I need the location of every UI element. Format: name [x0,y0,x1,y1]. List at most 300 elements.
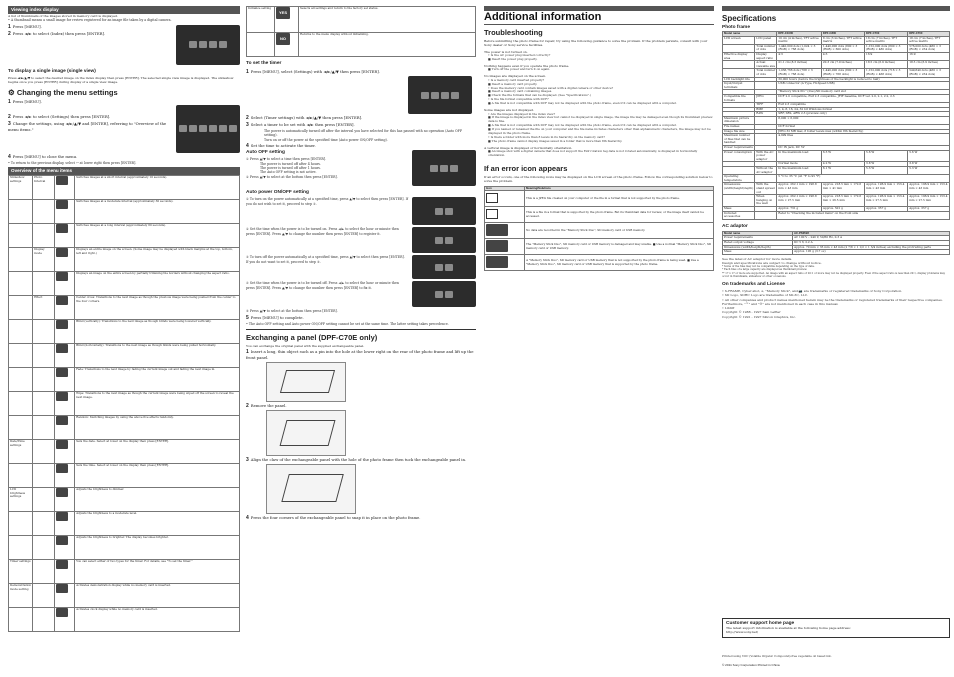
damaged-media-icon [486,240,508,252]
menu-option-icon [56,176,68,185]
spec-cell: Total number of dots [756,68,776,76]
overview-row [9,200,240,224]
panel-align-illustration [266,464,356,514]
overview-sub [33,368,55,392]
ts-question: Nothing happens even if you operate the photo frame. [484,64,570,69]
spec-cell: Image file size [723,129,755,134]
overview-desc: Adjusts the brightness to a moderate level. [75,512,240,536]
panel-remove-illustration [266,410,346,456]
overview-sub [33,608,55,632]
t-step-3a: The power is automatically turned off after the interval you have selected for this has passed with no operation (Auto OFF setting). [264,129,463,138]
menu-option-icon [56,584,68,593]
photo-frame-heading: Photo frame [722,25,750,30]
ac-adaptor-heading: AC adaptor [722,223,748,229]
spec-bar [722,6,950,11]
spec-cell: With the AC power adaptor [755,150,777,162]
overview-desc: Adjusts the brightness to dimmer. [75,488,240,512]
spec-cell: TIFF [755,103,777,108]
overview-group: Slideshow settings [9,176,33,200]
reset-label: Initialize setting [247,7,275,33]
overview-sub [33,392,55,416]
onoff-screen-4 [412,281,476,307]
spec-cell: Maximum picture dimension [723,116,755,124]
overview-desc: Sets the time. Select at lower on the display then press [ENTER]. [75,464,240,488]
spec-cell: Approx. 357 g [908,206,950,211]
overview-group: LCD brightness settings [9,488,33,512]
ts-question: A vertical image is displayed or horizontally orientation. [484,145,573,150]
overview-desc: Activates clock display while no memory card is inserted. [75,608,240,632]
overview-desc: Switches images at a short interval (approximately 10 seconds). [75,176,240,200]
menu-option-icon [56,560,68,569]
overview-row [9,608,240,632]
auto-onoff-line: ④ Set the time when the power is to be turned off. Press ◄/► to select the hour or minute then press [ENTER]. Press ▲/▼ to change the number then press [ENTER] to fix it. [246,281,399,290]
spec-cell: Approx. 196.9 mm × 153.4 mm × 27.5 mm [865,195,908,207]
spec-cell: Approx. 262.1 mm × 198.8 mm × 43 mm [777,183,822,195]
trademark-line: • All other companies and product names mentioned herein may be the trademarks or registered trademarks of their respective companies. Furthermore, "™" and "®" are not mentioned in each case in this manual. [722,297,943,306]
spec-cell: 18 cm (7 inches), TFT active matrix [865,36,908,44]
ac-table [722,231,950,255]
changing-menu-title: ⚙ Changing the menu settings [8,87,118,97]
unsupported-file-icon [486,193,498,203]
overview-row [9,344,240,368]
error-row: This is a JPEG file created on your computer or the file in a format that is not supported by the photo frame. [525,191,714,207]
spec-cell: 10 cm (4 inches), TFT active matrix [777,36,822,44]
spec-note: * Each files of a large capacity are displayed as thumbnail preview. [722,268,808,272]
support-box [722,618,950,638]
spec-cell: Actual viewable size [756,60,776,68]
trademark-line: Copyright © 1991 - 1997 Silicon Graphics, Inc. [722,314,797,319]
auto-off-heading: Auto OFF setting [246,150,285,156]
spec-row [723,150,950,162]
auto-onoff-line: ③ To turn off the power automatically at a specified time, press ▲/▼ to select then press [ENTER]. If you do not want to set it, proceed to step ⑤. [246,255,405,264]
spec-cell: File names [723,125,755,130]
auto-onoff-heading: Auto power ON/OFF setting [246,190,309,196]
ts-answer: ■ Turn off the power and turn it on again. [488,67,551,72]
error-heading: If an error icon appears [484,163,568,173]
spec-cell: Approx. 196.9 mm × 153.4 mm × 43 mm [865,183,908,195]
spec-cell: Display aspect ratio [755,52,777,60]
viewing-index-note: • A thumbnail means a small image for review registered for an image file taken by a digital camera. [8,18,172,23]
settings-icon: ⚙ [8,87,17,97]
vi-step-1: 1 Press [MENU]. [8,23,42,30]
auto-off-screen [412,150,476,186]
spec-cell [723,61,755,69]
onoff-screen-3 [412,255,476,279]
spec-cell: 4:3 [777,52,822,60]
spec-row [723,167,950,175]
spec-cell: Approx. 357 g [865,206,908,211]
ts-intro: Before submitting the photo frame for repair, try using the following guidance to solve the problem. If the problem persists, consult with your Sony dealer or Sony service facilities. [484,39,708,48]
trademark-line: • Libtiff [722,306,735,311]
overview-row [9,248,240,272]
spec-cell [755,116,777,124]
auto-off-line: The power is turned off after 1 hours. [260,166,321,171]
menu-option-icon [56,320,68,329]
unsupported-media-icon [486,256,508,268]
spec-header: DPF-C700 [908,32,950,37]
spec-cell: Approx. 218.5 mm × 172.6 mm × 41 mm [821,183,864,195]
spec-cell: 1,036,766 dots (768 × 3 (RGB) × 768 dots) [777,69,822,77]
spec-cell: RAW [755,112,777,117]
overview-group [9,224,33,248]
spec-cell: 4:3 [821,52,864,60]
error-row: The "Memory Stick Duo", SD memory card or USB memory is damaged and may unable. ■ Use a normal "Memory Stick Duo", SD memory card or USB memory. [525,239,714,255]
panel-lift-illustration [266,362,346,402]
overview-row [9,536,240,560]
overview-desc: Random: Switching images by using the above five effects randomly. [75,416,240,440]
ts-question: No images are displayed on the screen. [484,74,547,79]
overview-sub: Display mode [33,248,55,272]
auto-off-line: ① Press ▲/▼ to select a time then press [ENTER]. [246,157,327,162]
ts-answer: • Is the file format compatible with DCF? [488,97,549,102]
overview-row [9,272,240,296]
spec-cell: 20.3 cm (7.9 inches) [821,61,864,69]
overview-group: Demonstration mode setting [9,584,33,608]
cs-step-4: 4 Press [MENU] to close the menu. [8,153,78,160]
ts-question: Some images are not displayed. [484,108,535,113]
overview-sub [33,200,55,224]
ac-cell: Rated output voltage [723,240,793,245]
menu-option-icon [56,224,68,233]
spec-cell: BMP [755,107,777,112]
spec-cell: 5 °C to 35 °C (41 °F to 95 °F) [777,175,950,183]
spec-cell: 1, 4, 8, 16, 24, 32 bit Windows format [777,107,950,112]
t-note: • The Auto OFF setting and Auto power ON/OFF setting cannot be set at the same time. The latter setting takes precedence. [246,321,449,326]
overview-desc: Blind (horizontally): Transitions to the next image as though blinds were being pulled horizontally. [75,344,240,368]
ts-answer: ■ Insert the power plug properly. [488,57,538,62]
spec-cell: 4,999 files [777,134,950,146]
overview-bar: Overview of the menu items [8,167,240,175]
spec-cell: Approx. 262.1 mm × 198.8 mm × 27.5 mm [777,195,822,207]
overview-row [9,464,240,488]
spec-cell: In the maximum load [777,150,822,162]
overview-row [9,320,240,344]
spec-cell: Approx. 501 g [821,206,864,211]
overview-sub [33,584,55,608]
menu-option-icon [56,464,68,473]
overview-group [9,296,33,320]
overview-group [9,344,33,368]
menu-option-icon [56,344,68,353]
spec-header: DPF-C700 [865,32,908,37]
overview-sub [33,512,55,536]
spec-cell: 30,000 hours (before the brightness of the backlight is reduced to half) [777,77,950,82]
spec-cell: 21.1 cm (8.3 inches) [777,61,822,69]
ts-answer: • Is a memory card inserted properly? [488,77,545,82]
menu-option-icon [56,368,68,377]
overview-sub [33,560,55,584]
spec-cell: Power consumption [723,150,755,162]
menu-option-icon [56,392,68,401]
spec-cell: Approx. 196.9 mm × 153.4 mm × 43 mm [908,183,950,195]
overview-desc: Switches images at a moderate interval (approximately 30 seconds). [75,200,240,224]
error-row: No data are recorded in the "Memory Stick Duo", SD memory card or USB memory. [525,223,714,239]
overview-row [9,296,240,320]
spec-header: DPF-C800 [821,32,864,37]
menu-option-icon [56,416,68,425]
timer-heading: To set the timer [246,61,282,66]
spec-cell: 16:9 [908,52,950,60]
spec-cell: 18.5 cm (6.9 inches) [908,61,950,69]
overview-row [9,440,240,464]
overview-group: Timer settings [9,560,33,584]
spec-row [723,134,950,146]
ac-header: Model name [723,231,793,236]
exchange-title: Exchanging a panel (DPF-C70E only) [246,329,476,342]
menu-option-icon [56,536,68,545]
reset-yes-desc: Selects all settings and return to the factory set status. [299,7,476,33]
t-step-2: 2 Select (Timer settings) with ◄/►/▲/▼ then press [ENTER]. [246,115,363,121]
menu-option-icon [56,272,68,281]
e-step-1: 1 Insert a long, thin object such as a pin into the hole at the lower right on the rear of the photo frame and lift up the front panel. [246,349,474,361]
overview-desc: Fade: Transitions to the next image by fading the current image out and fading the next image in. [75,368,240,392]
no-icon: NO [276,33,290,45]
overview-sub: Effect [33,296,55,320]
ts-answer: ■ Check the file formats that can be displayed. (See "Specifications".) [488,93,591,98]
menu-option-icon [56,488,68,497]
ac-cell: Approx. 105 g (3.7 oz) [793,250,950,255]
e-step-4: 4 Press the four corners of the exchangeable panel to snap it in place on the photo frame. [246,514,421,521]
t-step-5: 5 Press [MENU] to complete. [246,314,304,321]
e-step-2: 2 Remove the panel. [246,402,287,409]
spec-note: * Some of the files may not be compatible depending on the type of data. [722,265,815,269]
spec-cell: 549,840 dots (480 × 3 (RGB) × 234 dots) [908,69,950,77]
column-2 [246,6,476,522]
support-url[interactable]: http://www.sony.net/ [726,630,759,635]
overview-row [9,488,240,512]
overview-group [9,200,33,224]
overview-sub [33,464,55,488]
overview-row [9,176,240,200]
ts-question: The power is not turned on. [484,49,528,54]
spec-cell: 1,152,000 dots (716 × 3 (RGB) × 468 dots) [865,69,908,77]
ts-answer: ■ Insert a memory card containing images. [488,89,553,94]
spec-cell: LCD panel [755,36,777,44]
spec-cell: 1,152,000 dots (800 × 3 (RGB) × 480 dots) [865,44,908,52]
spec-cell: 18 cm (7 inches), TFT active matrix [908,36,950,44]
overview-desc: Displays an entire image on the screen. (Some image may be displayed with black margins at the top, bottom, left and right.) [75,248,240,272]
overview-desc: Center cross: Transitions to the next image as though the previous image were being pushed from the center to the four corners. [75,296,240,320]
column-1 [8,6,240,632]
overview-group [9,272,33,296]
single-view-heading: To display a single image (single view) [8,68,96,74]
ts-answer: • Is the AC power plug inserted correctly? [488,53,551,58]
footer-copyright: © 2011 Sony Corporation Printed in China [722,663,780,667]
overview-sub [33,272,55,296]
spec-cell: LCD screen [723,36,755,44]
overview-group [9,368,33,392]
spec-cell: In the maximum load [777,167,822,175]
ts-answer: ■ If the image is displayed in the index view but cannot be displayed in single image, the image file may be damaged even though its thumbnail preview data is fine. [488,115,713,124]
overview-desc: Blind (vertically): Transitions to the next image as though blinds were being lowered vertically. [75,320,240,344]
overview-table [8,175,240,632]
spec-cell: DC IN jack, DC 5V [777,146,950,151]
cs-note: • To return to the previous display, select ↩ at lower right then press [ENTER]. [8,160,137,165]
menu-option-icon [56,512,68,521]
spec-cell: Included accessories [723,211,755,219]
overview-desc: Activates demonstration display while no memory card is inserted. [75,584,240,608]
overview-row [9,224,240,248]
menu-option-icon [56,248,68,257]
menu-option-icon [56,608,68,617]
overview-group [9,608,33,632]
spec-table [722,31,950,220]
overview-sub: Photo Interval [33,176,55,200]
ts-answer: ■ The photo frame cannot display images saved in a folder that is more than 8th hierarchy. [488,138,623,143]
ts-answer: ■ If you named or renamed the file on your computer and the file name includes characters other than alphanumeric characters, the image may not be displayed in the photo frame. [488,127,711,136]
spec-cell: Without the AC adaptor [755,167,777,175]
spec-cell: USB connector (A Type, Hi-Speed USB) [777,82,950,90]
spec-cell: 5.6 W [865,150,908,162]
spec-cell: 18.5 cm (6.9 inches) [865,61,908,69]
spec-cell: SRF, SR2, ARW 2.3 (preview only) [777,112,950,117]
auto-onoff-line: ① To turn on the power automatically at a specified time, press ▲/▼ to select then press [ENTER]. If you do not wish to set it, proceed to step ③. [246,197,409,206]
ts-answer: • Is there a folder with more than 8 levels in its hierarchy on the memory card? [488,134,605,139]
spec-cell: 6.1 W [821,167,864,175]
spec-cell: Power requirements [724,145,753,150]
overview-group [9,320,33,344]
footer-note: Printed using VOC (Volatile Organic Compound)-free vegetable oil based ink. [722,654,832,658]
specifications-title: Specifications [722,14,777,23]
overview-group [9,536,33,560]
broken-file-icon [486,209,498,219]
settings-screen-image [176,105,240,153]
spec-cell: Approx. 218.5 mm × 172.6 mm × 26.5 mm [821,195,864,207]
spec-cell: Refer to "Checking the included items" on the front side [777,211,950,219]
spec-cell: 3.8 W [908,162,950,167]
overview-desc: Displays an image on the entire screen by partially trimming the borders without changing the aspect ratio. [75,272,240,296]
spec-cell: 1,440,000 dots (800 × 3 (RGB) × 768 dots) [821,69,864,77]
t-step-3b: Turn on or off the power at the specified time (Auto power ON/OFF setting). [264,137,388,142]
spec-cell: 4.2 W [821,162,864,167]
cs-step-2: 2 Press ◄/► to select (Settings) then press [ENTER]. [8,113,111,120]
error-row: A "Memory Stick Duo", SD memory card or USB memory that is not supported by the photo frame is being used. ■ Use a "Memory Stick Duo", SD memory card or USB memory that is supported by the photo frame. [525,255,714,271]
spec-cell: 3.8 W [865,162,908,167]
menu-screen-image [176,25,240,65]
spec-cell: 5.6 W [908,150,950,162]
overview-group [9,512,33,536]
overview-group: Date/Time settings [9,440,33,464]
auto-onoff-line: ⑤ Press ▲/▼ to select at the bottom then press [ENTER]. [246,309,338,314]
spec-notes [722,257,950,279]
ac-cell: Mass [723,250,793,255]
additional-info-title: Additional information [484,11,602,23]
spec-row [723,211,950,219]
spec-cell: When hanging on the wall [755,195,777,207]
spec-cell [755,82,777,90]
menu-option-icon [56,440,68,449]
column-3 [484,6,714,271]
overview-group [9,464,33,488]
ac-header: AC-PS0522 [793,231,950,236]
overview-sub [33,488,55,512]
ac-row [723,245,950,250]
spec-cell: 16:9 [865,52,908,60]
support-title: Customer support home page [726,621,795,626]
cs-step-3: 3 Change the settings, using ◄/►/▲/▼ and [ENTER], referring to "Overview of the menu items." [8,120,167,132]
t-step-4: 4 Set the time to activate the timer. [246,143,316,150]
spec-cell: DCF 2.0 compatible, Exif 2.3 compatible, JFIF baseline, DCF ver. 2.0, 2.1, 2.2, 2.3 [777,94,950,102]
overview-sub [33,440,55,464]
spec-cell: 1,440,000 dots (1,024 × 3 (RGB) × 768 dots) [777,44,822,52]
overview-row [9,584,240,608]
spec-cell: Total number of dots [756,43,776,52]
spec-row [723,116,950,124]
spec-cell: Approx. 196.9 mm × 153.4 mm × 27.5 mm [908,195,950,207]
timer-screen-image [408,76,472,114]
spec-cell: 5.3 W [865,167,908,175]
auto-off-line: ② Press ▲/▼ to select at the bottom then press [ENTER]. [246,174,338,179]
ts-answer: • Does the memory card contain images saved with a digital camera or other device? [488,85,614,90]
ac-cell: Power requirements [723,236,793,241]
error-intro: If an error occurs, one of the following icons may be displayed on the LCD screen of the photo frame. Follow the corresponding solution below to solve the problem. [484,174,713,184]
menu-option-icon [56,200,68,209]
error-row: This is a file in a format that is supported by the photo frame. But its thumbnail data for review, or the image itself cannot be accessed. [525,207,714,223]
trademarks-heading: On trademarks and License [722,282,785,288]
overview-sub [33,224,55,248]
overview-group [9,416,33,440]
auto-off-line: The Auto OFF setting is not active. [260,170,317,175]
spec-cell: DCF format [777,125,950,130]
overview-desc: Switches images at a long interval (approximately 60 seconds). [75,224,240,248]
ts-answer: ■ A file that is not compatible with DCF may not be displayed with the photo frame, even if it can be displayed with a computer. [488,101,677,106]
overview-group [9,392,33,416]
spec-cell: 8,000 × 6,000 [777,116,950,124]
spec-row [723,195,950,207]
spec-cell: Effective display area [723,52,755,60]
spec-cell: Compatible file formats [723,94,755,102]
ts-answer: ■ A file that is not compatible with DCF may not be displayed with the photo frame, even if it can be displayed with a computer. [488,123,677,128]
spec-note: ** 17 x 17 or more are supported. An image with an aspect ratio of 20:1 or more may not be displayed properly. Even if the aspect ratio is less than 20:1, display problems may occur in thumbnails, slideshow or other occasions. [722,271,946,278]
spec-header: Model name [723,32,777,37]
spec-note: See the label of AC adaptor for more details. [722,256,793,261]
overview-desc: Wipe: Transitions to the next image as though the current image were being wiped off the screen to reveal the next image. [75,392,240,416]
single-view-text: Press ◄/►/▲/▼ to select the desired image on the index display then press [ENTER]. The selected single view image is displayed. The slideshow begins once you press [ENTER] during display of a single view image. [8,75,234,85]
overview-desc: Sets the date. Select at lower on the display then press [ENTER]. [75,440,240,464]
overview-desc: Adjusts the brightness to brighter. The display becomes brighter. [75,536,240,560]
e-step-3: 3 Align the claw of the exchangeable panel with the hole of the photo frame then tuck the exchangeable panel in. [246,456,467,463]
spec-cell: Operating temperature [723,175,755,183]
spec-cell [755,134,777,146]
onoff-screen-1 [412,197,476,225]
ts-answer: ■ An image shot with a digital camera that does not support the Exif rotation tag data is not rotated automatically, is displayed in horizontally orientation. [488,149,698,158]
trademark-line: Copyright © 1988 - 1997 Sam Leffler [722,310,781,315]
support-text: The latest support information is available at the following home page address: [726,626,851,630]
troubleshooting-list [484,50,714,158]
spec-cell: Maximum number of files that can be handled [723,134,755,146]
viewing-index-intro: A list of thumbnails of the images stored in memory card is displayed. [8,14,118,18]
overview-row [9,368,240,392]
spec-cell: Dimensions (width/height/depth) [723,183,755,195]
yes-icon: YES [276,7,290,19]
overview-row [9,392,240,416]
spec-note: Design and specifications are subject to change without notice. [722,260,822,265]
cs-step-1: 1 Press [MENU]. [8,98,42,105]
column-4 [722,6,950,667]
ac-cell: AC 100 V – 240 V, 50/60 Hz, 0.3 A [793,236,950,241]
trademark-line: • S-FRAME, Cyber-shot, α, "Memory Stick", and 📷 are trademarks or registered trademarks of Sony Corporation. [722,289,903,294]
spec-cell: Approx. 731 g [777,206,822,211]
no-data-icon [486,224,508,236]
spec-cell: JPEG [755,94,777,102]
spec-header: DPF-C1000 [777,32,822,37]
spec-cell: "Memory Stick Pro" (Duo)/SD memory card slot [777,90,950,95]
spec-cell [755,211,777,219]
overview-sub [33,416,55,440]
trademark-line: • SD Logo, SDHC Logo are trademarks of SD-3C, LLC. [722,293,808,298]
spec-cell: JPEG 32 MB max, 8 folder levels max (within 8th hierarchy) [777,129,950,134]
ac-cell: Dimensions (width/height/depth) [723,245,793,250]
